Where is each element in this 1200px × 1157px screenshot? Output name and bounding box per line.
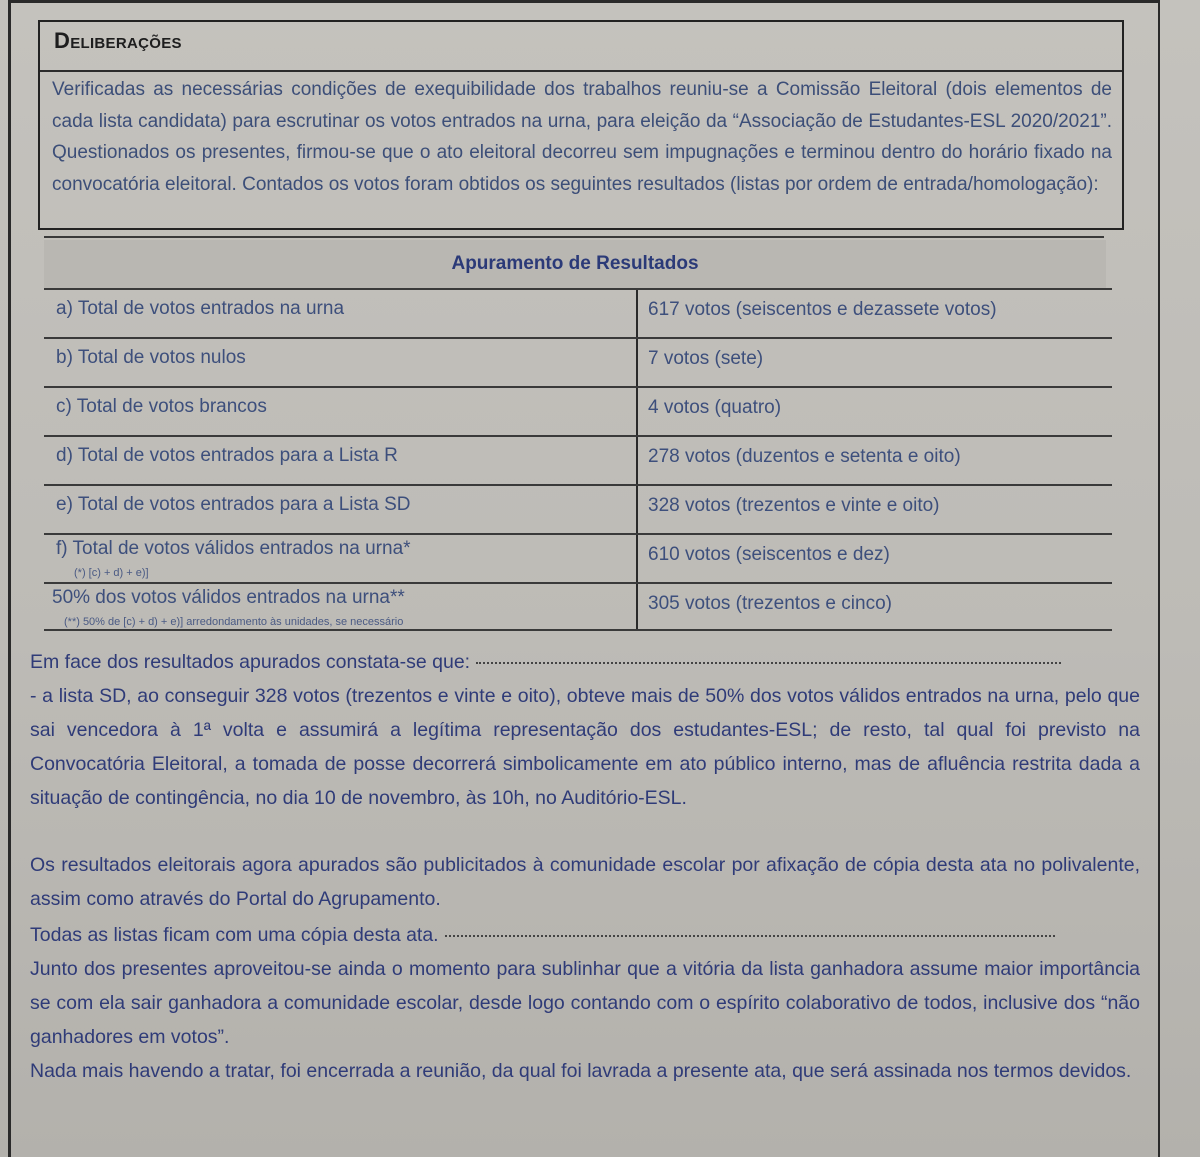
closing-remark: Junto dos presentes aproveitou-se ainda o momento para sublinhar que a vitória da lista ganhadora assume maior importância se com ela sair ganhadora a comunidade escolar, desde logo contando com o espírito colaborativo de todos, inclusive dos “não ganhadores em votos”. bbox=[30, 958, 1140, 1048]
results-table bbox=[44, 288, 1112, 631]
table-row bbox=[44, 337, 1112, 386]
row-value: 305 votos (trezentos e cinco) bbox=[648, 593, 892, 614]
table-row bbox=[44, 582, 1112, 631]
deliberations-box bbox=[38, 20, 1124, 230]
winner-paragraph: - a lista SD, ao conseguir 328 votos (trezentos e vinte e oito), obteve mais de 50% dos votos válidos entrados na urna, pelo que sai vencedora à 1ª volta e assumirá a legítima representação dos estudantes-ESL; de resto, tal qual foi previsto na Convocatória Eleitoral, a tomada de posse decorrerá simbolicamente em ato público interno, mas de afluência restrita dada a situação de contingência, no dia 10 de novembro, às 10h, no Auditório-ESL. bbox=[30, 685, 1140, 809]
row-label: c) Total de votos brancos bbox=[56, 396, 267, 417]
results-table-title: Apuramento de Resultados bbox=[451, 253, 699, 274]
row-label: d) Total de votos entrados para a Lista R bbox=[56, 445, 398, 466]
row-value: 7 votos (sete) bbox=[648, 348, 764, 369]
row-footnote: (**) 50% de [c) + d) + e)] arredondamento às unidades, se necessário bbox=[64, 616, 404, 628]
row-value: 617 votos (seiscentos e dezassete votos) bbox=[648, 299, 997, 320]
page-top-border bbox=[8, 0, 1158, 3]
copies-line-row bbox=[30, 918, 1140, 952]
row-label: b) Total de votos nulos bbox=[56, 347, 246, 368]
row-label: 50% dos votos válidos entrados na urna** bbox=[52, 587, 405, 608]
divider bbox=[44, 236, 1104, 238]
results-table-header bbox=[44, 240, 1106, 288]
conclusions-lead: Em face dos resultados apurados constata-se que: bbox=[30, 651, 471, 673]
row-value: 328 votos (trezentos e vinte e oito) bbox=[648, 495, 940, 516]
table-row bbox=[44, 386, 1112, 435]
page-right-border bbox=[1158, 0, 1160, 1157]
final-line: Nada mais havendo a tratar, foi encerrada a reunião, da qual foi lavrada a presente ata, que será assinada nos termos devidos. bbox=[30, 1060, 1132, 1082]
intro-paragraph: Verificadas as necessárias condições de exequibilidade dos trabalhos reuniu-se a Comissão Eleitoral (dois elementos de cada lista candidata) para escrutinar os votos entrados na urna, para eleição da “Associação de Estudantes-ESL 2020/2021”. Questionados os presentes, firmou-se que o ato eleitoral decorreu sem impugnações e terminou dentro do horário fixado na convocatória eleitoral. Contados os votos foram obtidos os seguintes resultados (listas por ordem de entrada/homologação): bbox=[52, 79, 1112, 195]
row-footnote: (*) [c) + d) + e)] bbox=[74, 567, 149, 579]
table-row bbox=[44, 533, 1112, 582]
table-row bbox=[44, 435, 1112, 484]
page-left-border bbox=[8, 0, 11, 1157]
publication-paragraph: Os resultados eleitorais agora apurados são publicitados à comunidade escolar por afixação de cópia desta ata no polivalente, assim como através do Portal do Agrupamento. bbox=[30, 854, 1140, 910]
copies-line: Todas as listas ficam com uma cópia desta ata. bbox=[30, 924, 439, 946]
row-value: 278 votos (duzentos e setenta e oito) bbox=[648, 446, 961, 467]
table-row bbox=[44, 484, 1112, 533]
fill-line bbox=[445, 935, 1055, 937]
row-label: a) Total de votos entrados na urna bbox=[56, 298, 345, 319]
table-row bbox=[44, 288, 1112, 337]
deliberations-header bbox=[40, 22, 1122, 72]
row-value: 4 votos (quatro) bbox=[648, 397, 782, 418]
row-label: e) Total de votos entrados para a Lista SD bbox=[56, 494, 411, 515]
section-title: Deliberações bbox=[54, 28, 182, 53]
fill-line bbox=[476, 662, 1061, 664]
row-label: f) Total de votos válidos entrados na urna* bbox=[56, 538, 411, 559]
conclusions-lead-line bbox=[30, 645, 1140, 679]
row-value: 610 votos (seiscentos e dez) bbox=[648, 544, 890, 565]
